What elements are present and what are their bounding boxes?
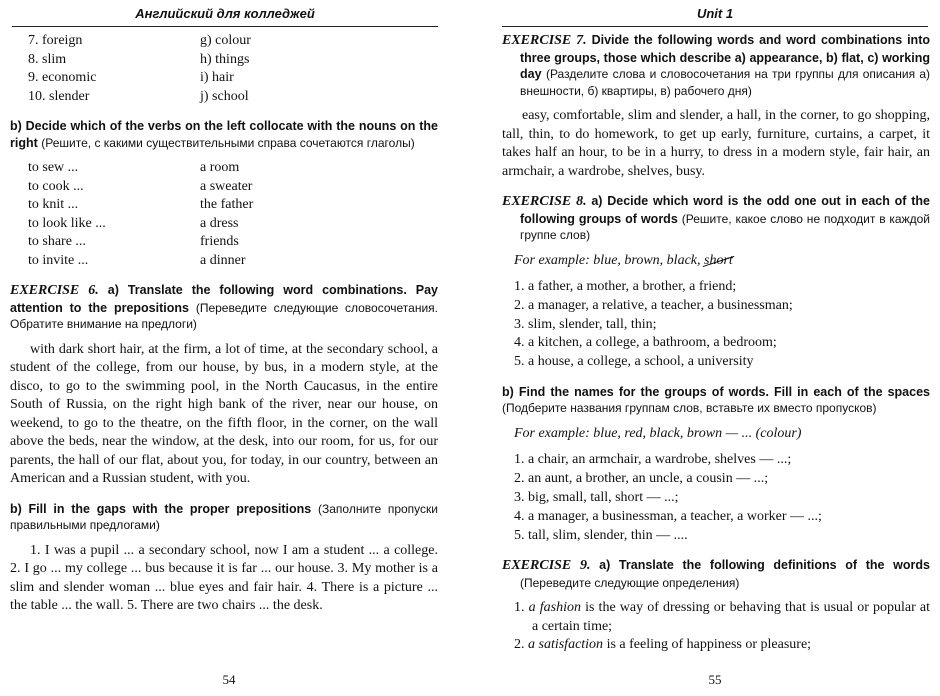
definition-text: is a feeling of happiness or pleasure; xyxy=(603,637,812,653)
exercise-8b-heading xyxy=(502,384,930,417)
example-text: For example: blue, brown, black, xyxy=(514,252,701,268)
defined-term: a satisfaction xyxy=(528,637,604,653)
instruction-translation: (Переведите следующие определения) xyxy=(520,575,740,590)
page-number: 55 xyxy=(708,672,722,687)
item-number: 2. xyxy=(514,637,525,653)
struck-word: short xyxy=(704,252,733,271)
list-item: 4. a manager, a businessman, a teacher, a worker — ...; xyxy=(514,508,822,524)
instruction-translation: (Решите, с какими существительными справа сочетаются глаголы) xyxy=(41,135,415,150)
verb-item: to look like ... xyxy=(28,215,106,231)
noun-item: a sweater xyxy=(200,178,253,194)
exercise-label: EXERCISE 8. xyxy=(502,194,587,209)
definitions-list xyxy=(514,599,930,655)
page-number: 54 xyxy=(222,672,236,687)
instruction-translation: (Разделите слова и словосочетания на три группы для описания а) внешности, б) квартиры, в) рабочего дня) xyxy=(520,67,930,98)
verb-item: to share ... xyxy=(28,234,86,249)
list-item: 7. foreign xyxy=(28,33,83,48)
instruction-translation: (Подберите названия группам слов, вставьте их вместо пропусков) xyxy=(502,401,877,416)
exercise-5b-heading xyxy=(10,118,438,151)
definition-item xyxy=(514,599,930,636)
list-item: 3. big, small, tall, short — ...; xyxy=(514,490,679,506)
noun-item: the father xyxy=(200,197,254,212)
definition-item xyxy=(514,636,930,655)
instruction-translation: (Решите, какое слово не подходит в каждой группе слов) xyxy=(520,211,931,242)
list-item: 4. a kitchen, a college, a bathroom, a bedroom; xyxy=(514,335,777,351)
example-line xyxy=(514,252,930,271)
exercise-6a-text: with dark short hair, at the firm, a lot of time, at the secondary school, a student of the college, from our house, by bus, in a modern style, at the disco, to go to the swimming pool, in the North Caucasus, in the entire South of Russia, on the right high bank of the river, near our house, on weekend, to go to the theatre, on the fifth floor, in the corner, on the wall above the beds, near the window, at the desk, into our room, for us, for our parents, the hall of our flat, about you, for today, in our country, between an American and a Russian student, with you. xyxy=(10,341,438,486)
list-item: 2. a manager, a relative, a teacher, a businessman; xyxy=(514,297,793,313)
list-item: j) school xyxy=(200,88,249,104)
list-item: g) colour xyxy=(200,33,251,48)
verb-item: to cook ... xyxy=(28,178,84,194)
verb-item: to invite ... xyxy=(28,252,89,268)
noun-item: a dress xyxy=(200,215,239,231)
instruction-translation: (Переведите следующие словосочетания. Обратите внимание на предлоги) xyxy=(10,300,438,331)
verb-item: to sew ... xyxy=(28,160,79,175)
exercise-6a-heading xyxy=(10,282,438,333)
instruction-text: a) Decide which word is the odd one out in each of the following groups of words xyxy=(520,194,930,226)
list-item: 5. a house, a college, a school, a university xyxy=(514,354,754,370)
example-line: For example: blue, red, black, brown — ... (colour) xyxy=(514,425,802,441)
instruction-translation: (Заполните пропуски правильными предлогами) xyxy=(10,501,438,532)
instruction-text: Divide the following words and word combinations into three groups, those which describe a) appearance, b) flat, c) working day xyxy=(520,33,930,81)
instruction-text: b) Decide which of the verbs on the left collocate with the nouns on the right xyxy=(10,119,438,150)
exercise-6b-heading xyxy=(10,501,438,534)
list-item: 1. a chair, an armchair, a wardrobe, shelves — ...; xyxy=(514,452,792,468)
exercise-label: EXERCISE 7. xyxy=(502,33,587,48)
exercise-label: EXERCISE 6. xyxy=(10,283,99,298)
noun-item: a dinner xyxy=(200,252,246,268)
list-item: 3. slim, slender, tall, thin; xyxy=(514,316,657,332)
noun-item: friends xyxy=(200,234,239,249)
running-head: Unit 1 xyxy=(696,6,734,21)
header-rule xyxy=(12,26,438,27)
header-rule xyxy=(502,26,928,27)
list-item: 9. economic xyxy=(28,70,97,85)
instruction-text: a) Translate the following definitions of the words xyxy=(599,558,930,573)
instruction-text: a) Translate the following word combinations. Pay attention to the prepositions xyxy=(10,283,439,315)
instruction-text: b) Find the names for the groups of words. Fill in each of the spaces xyxy=(502,384,930,399)
item-number: 1. xyxy=(514,600,525,616)
exercise-8a-list xyxy=(514,278,930,372)
left-page-body xyxy=(10,32,438,616)
list-item: 1. a father, a mother, a brother, a friend; xyxy=(514,279,737,294)
list-item: i) hair xyxy=(200,70,234,85)
exercise-7-heading xyxy=(502,32,930,99)
definition-text: is the way of dressing or behaving that is usual or popular at a certain time; xyxy=(532,600,931,634)
exercise-6b-text: 1. I was a pupil ... a secondary school, now I am a student ... a college. 2. I go ... my college ... bus because it is far ... our house. 3. My mother is a slim and slender woman ... blue eyes and fair hair. 4. There is a picture ... the table ... the wall. 5. There are two chairs ... the desk. xyxy=(10,542,438,613)
list-item: 8. slim xyxy=(28,51,67,67)
instruction-text: b) Fill in the gaps with the proper prepositions xyxy=(10,501,312,516)
list-item: 10. slender xyxy=(28,88,90,104)
exercise-8b-list xyxy=(514,451,930,545)
exercise-9-heading xyxy=(502,557,930,591)
running-head: Английский для колледжей xyxy=(135,6,315,21)
exercise-8a-heading xyxy=(502,193,930,244)
right-page xyxy=(470,0,940,696)
list-item: h) things xyxy=(200,51,250,67)
verb-noun-list xyxy=(28,159,438,270)
list-item: 2. an aunt, a brother, an uncle, a cousin — ...; xyxy=(514,471,769,487)
defined-term: a fashion xyxy=(528,600,581,616)
exercise-label: EXERCISE 9. xyxy=(502,558,591,574)
list-item: 5. tall, slim, slender, thin — .... xyxy=(514,527,688,543)
exercise-7-text: easy, comfortable, slim and slender, a hall, in the corner, to go shopping, tall, thin, to do homework, to get up early, furniture, curtains, a carpet, it takes half an hour, to be in a hurry, to dress in a modern style, fair hair, an armchair, a wardrobe, shelves, busy. xyxy=(502,108,930,179)
right-page-body xyxy=(502,32,930,655)
matching-list xyxy=(28,32,438,106)
noun-item: a room xyxy=(200,160,240,175)
verb-item: to knit ... xyxy=(28,197,79,212)
